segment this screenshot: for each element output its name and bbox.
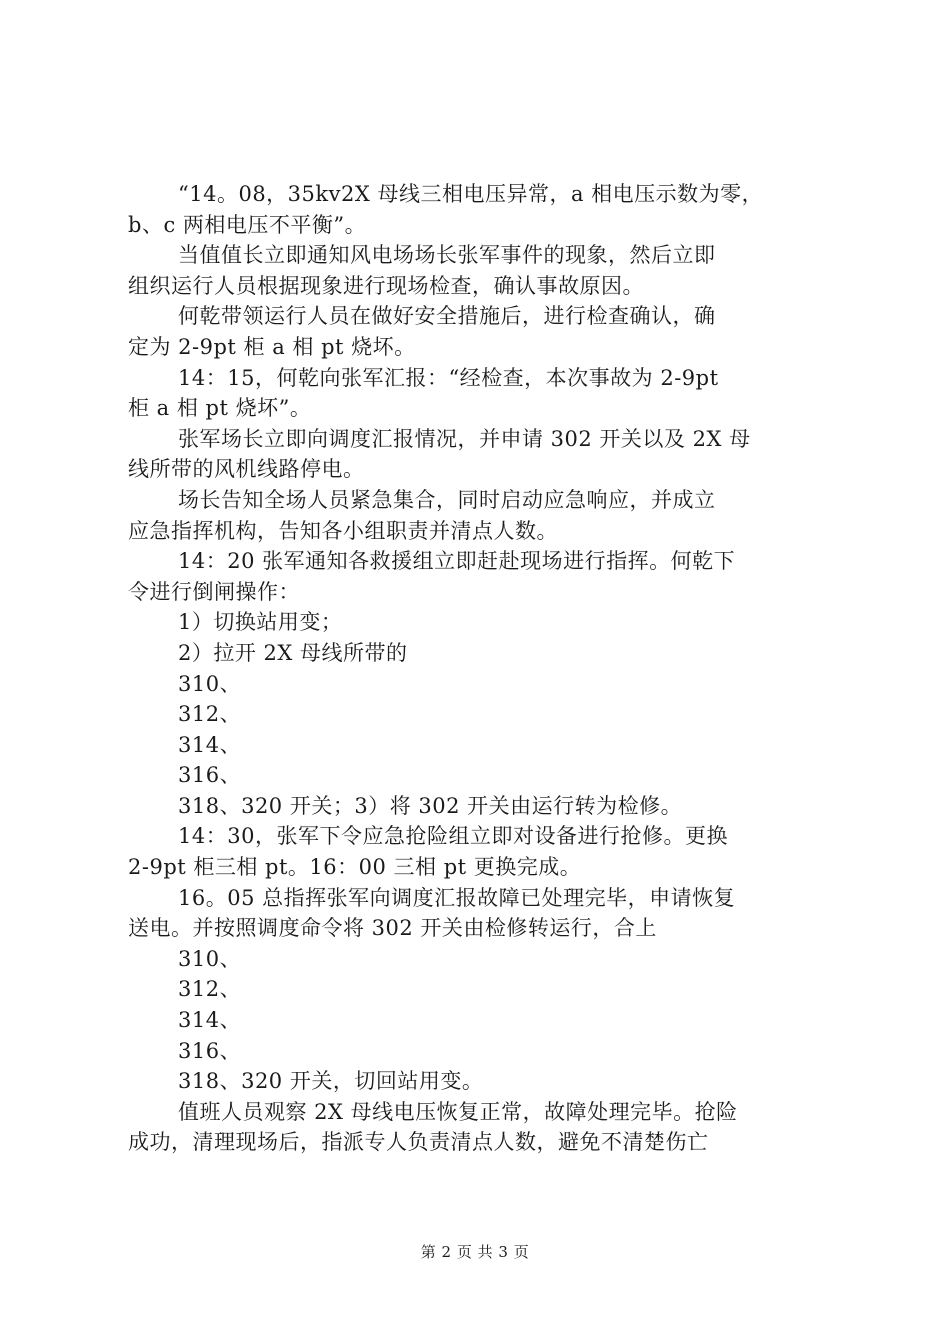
text-line: 应急指挥机构，告知各小组职责并清点人数。 <box>128 518 558 543</box>
document-body <box>128 179 828 1158</box>
text-line: 318、320 开关；3）将 302 开关由运行转为检修。 <box>178 793 683 818</box>
text-line: 316、 <box>178 763 242 788</box>
text-line: 2-9pt 柜三相 pt。16：00 三相 pt 更换完成。 <box>128 855 582 880</box>
text-line: 14：15，何乾向张军汇报：“经检查，本次事故为 2-9pt <box>178 365 719 390</box>
text-line: 16。05 总指挥张军向调度汇报故障已处理完毕，申请恢复 <box>178 885 736 910</box>
text-line: 2）拉开 2X 母线所带的 <box>178 640 408 665</box>
text-line: 314、 <box>178 1008 242 1033</box>
text-line: 场长告知全场人员紧急集合，同时启动应急响应，并成立 <box>178 487 716 512</box>
text-line: 312、 <box>178 977 242 1002</box>
text-line: 何乾带领运行人员在做好安全措施后，进行检查确认，确 <box>178 304 716 329</box>
text-line: 316、 <box>178 1038 242 1063</box>
text-line: b、c 两相电压不平衡”。 <box>128 212 367 237</box>
text-line: 当值值长立即通知风电场场长张军事件的现象，然后立即 <box>178 243 716 268</box>
text-line: 1）切换站用变； <box>178 610 343 635</box>
text-line: “14。08，35kv2X 母线三相电压异常，a 相电压示数为零， <box>178 182 764 206</box>
text-line: 310、 <box>178 946 242 971</box>
text-line: 314、 <box>178 732 242 757</box>
text-line: 线所带的风机线路停电。 <box>128 457 365 482</box>
text-line: 成功，清理现场后，指派专人负责清点人数，避免不清楚伤亡 <box>128 1130 709 1155</box>
text-line: 柜 a 相 pt 烧坏”。 <box>128 396 312 421</box>
text-line: 令进行倒闸操作： <box>128 579 300 604</box>
text-line: 张军场长立即向调度汇报情况，并申请 302 开关以及 2X 母 <box>178 426 751 451</box>
page-footer: 第 2 页 共 3 页 <box>420 1243 530 1261</box>
text-line: 310、 <box>178 671 242 696</box>
text-line: 送电。并按照调度命令将 302 开关由检修转运行，合上 <box>128 916 657 941</box>
text-line: 值班人员观察 2X 母线电压恢复正常，故障处理完毕。抢险 <box>178 1099 738 1124</box>
text-line: 14：30，张军下令应急抢险组立即对设备进行抢修。更换 <box>178 824 728 849</box>
text-line: 318、320 开关，切回站用变。 <box>178 1069 484 1094</box>
text-line: 组织运行人员根据现象进行现场检查，确认事故原因。 <box>128 273 644 298</box>
text-line: 定为 2-9pt 柜 a 相 pt 烧坏。 <box>128 334 416 359</box>
text-line: 14：20 张军通知各救援组立即赶赴现场进行指挥。何乾下 <box>178 549 736 574</box>
text-line: 312、 <box>178 702 242 727</box>
